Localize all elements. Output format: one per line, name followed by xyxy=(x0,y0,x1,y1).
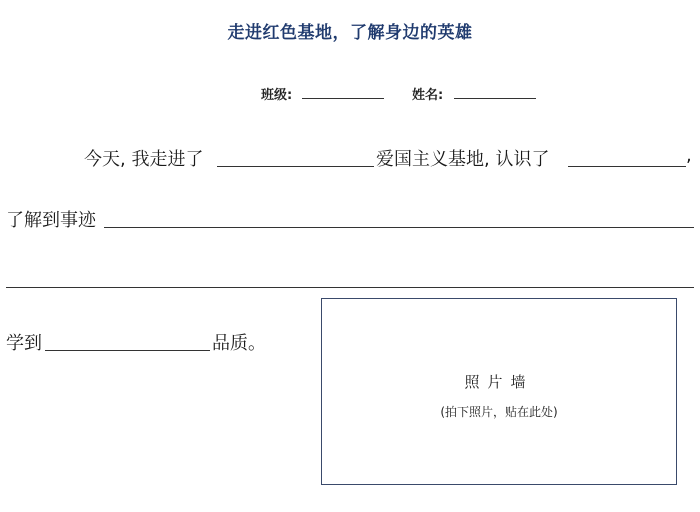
line1-end-text: , xyxy=(686,145,692,166)
photo-wall-box[interactable] xyxy=(321,298,677,485)
photo-wall-title: 照片墙 xyxy=(464,373,534,391)
line4-start-text: 学到 xyxy=(6,333,42,354)
hero-name-blank[interactable] xyxy=(568,166,686,167)
student-info-row xyxy=(0,84,700,104)
page-title: 走进红色基地，了解身边的英雄 xyxy=(227,23,473,43)
class-label: 班级: xyxy=(261,88,293,103)
name-blank[interactable] xyxy=(454,98,536,99)
line1-start-text: 今天, 我走进了 xyxy=(84,149,204,170)
quality-blank[interactable] xyxy=(45,350,210,351)
deeds-continuation-blank[interactable] xyxy=(6,287,694,288)
line2-start-text: 了解到事迹 xyxy=(6,210,96,231)
line4-end-text: 品质。 xyxy=(212,333,266,354)
name-label: 姓名: xyxy=(412,88,444,103)
base-name-blank[interactable] xyxy=(217,166,374,167)
class-blank[interactable] xyxy=(302,98,384,99)
deeds-blank[interactable] xyxy=(104,227,694,228)
line1-middle-text: 爱国主义基地, 认识了 xyxy=(376,149,550,170)
photo-wall-hint: (拍下照片，贴在此处) xyxy=(440,405,558,419)
